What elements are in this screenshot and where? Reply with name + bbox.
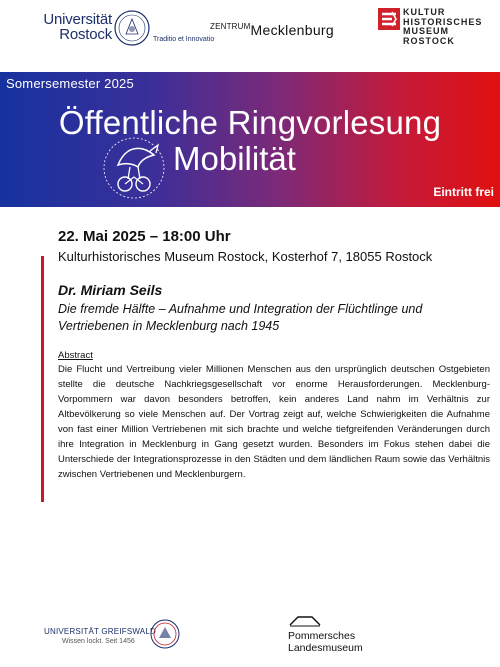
speaker-name: Dr. Miriam Seils bbox=[58, 282, 163, 298]
zentrum-name: Mecklenburg bbox=[250, 22, 334, 38]
uni-greifswald-seal-icon bbox=[150, 619, 180, 649]
bird-bicycle-emblem-icon bbox=[98, 135, 170, 201]
free-admission-label: Eintritt frei bbox=[433, 185, 494, 199]
uni-rostock-seal-icon bbox=[114, 10, 150, 46]
lecture-series-title: Öffentliche Ringvorlesung bbox=[58, 104, 442, 141]
pommersches-landesmuseum-logo bbox=[288, 615, 388, 659]
abstract-text: Die Flucht und Vertreibung vieler Millionen Menschen aus den ursprünglich deutschen Ostgebieten stellte die deutsche Nachkriegsgesellschaft vor enorme Herausforderungen. Mecklenburg-Vorpommern war davon besonders betroffen, kein anderes Land nahm im Verhältnis zur Altbevölkerung so viele Menschen auf. Der Vortrag zeigt auf, welche Schwierigkeiten die Aufnahme von fast einer Million Vertriebenen mit sich brachte und welche tiefgreifenden Veränderungen durch ihre Integration in Mecklenburg in Gang gesetzt wurden. Besonders im Fokus stehen dabei die Unterschiede der Integrationsprozesse in den Städten und dem ländlichen Raum sowie das Verhältnis zwischen Vertriebenen und Mecklenburgern. bbox=[58, 364, 490, 480]
abstract-heading: Abstract bbox=[58, 350, 93, 361]
zentrum-mecklenburg-logo bbox=[210, 22, 334, 40]
talk-title: Die fremde Hälfte – Aufnahme und Integration der Flüchtlinge und Vertriebenen in Mecklenburg nach 1945 bbox=[58, 302, 423, 333]
accent-line bbox=[41, 256, 44, 502]
title-banner bbox=[0, 72, 500, 207]
kulturhistorisches-museum-logo bbox=[378, 8, 488, 52]
landesmuseum-name: Pommersches Landesmuseum bbox=[288, 630, 363, 654]
landesmuseum-mark-icon bbox=[288, 615, 322, 627]
zentrum-prefix: ZENTRUM bbox=[210, 22, 251, 31]
event-details bbox=[58, 228, 490, 482]
museum-mark-icon bbox=[378, 8, 400, 30]
uni-greifswald-name: UNIVERSITÄT GREIFSWALD bbox=[44, 627, 156, 636]
uni-greifswald-logo bbox=[44, 617, 194, 657]
uni-rostock-motto: Traditio et Innovatio bbox=[153, 36, 215, 43]
uni-rostock-logo bbox=[20, 10, 215, 50]
uni-rostock-name: Universität Rostock bbox=[43, 11, 112, 43]
event-venue: Kulturhistorisches Museum Rostock, Kosterhof 7, 18055 Rostock bbox=[58, 249, 433, 264]
lecture-series-topic: Mobilität bbox=[173, 140, 296, 177]
uni-greifswald-motto: Wissen lockt. Seit 1456 bbox=[62, 638, 135, 645]
museum-name: KULTUR HISTORISCHES MUSEUM ROSTOCK bbox=[403, 7, 483, 46]
semester-label: Somersemester 2025 bbox=[6, 76, 134, 91]
event-datetime: 22. Mai 2025 – 18:00 Uhr bbox=[58, 228, 231, 245]
